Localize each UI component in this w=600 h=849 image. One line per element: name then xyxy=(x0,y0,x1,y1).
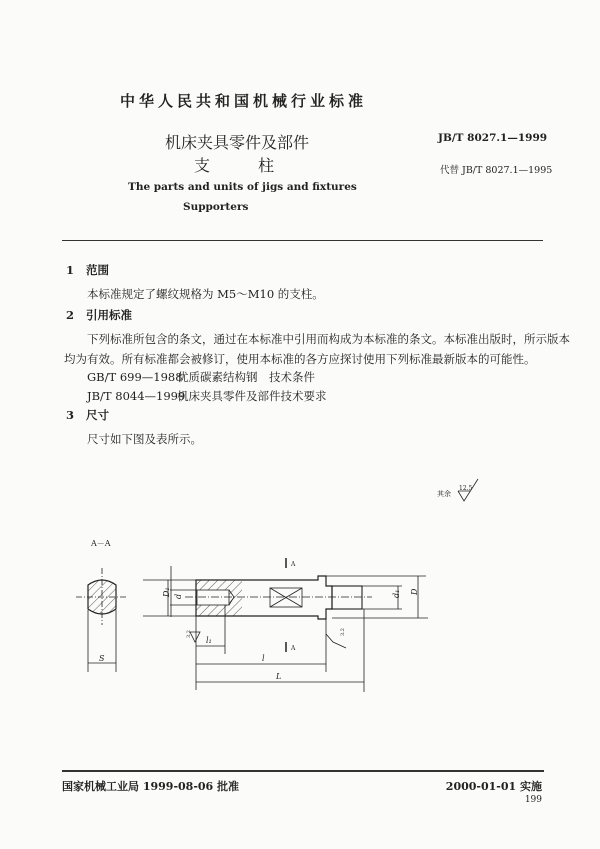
section-title: 引用标准 xyxy=(86,308,133,322)
title-cn-sub: 支 柱 xyxy=(194,156,275,175)
dim-D: D xyxy=(410,588,419,595)
org-title: 中华人民共和国机械行业标准 xyxy=(120,92,368,110)
dim-D1: D₁ xyxy=(162,587,171,597)
effective-date: 2000-01-01 实施 xyxy=(445,780,542,793)
dim-L: L xyxy=(276,672,282,681)
section-mark-bottom: A xyxy=(291,645,296,652)
section-title: 尺寸 xyxy=(86,408,110,422)
title-en-sub: Supporters xyxy=(183,201,249,213)
section-2-text-2: 均为有效。所有标准都会被修订，使用本标准的各方应探讨使用下列标准最新版本的可能性。 xyxy=(64,352,536,366)
main-view xyxy=(143,558,428,692)
roughness-note: 其余 xyxy=(437,490,451,498)
title-cn: 机床夹具零件及部件 xyxy=(165,133,310,152)
section-2-text-1: 下列标准所包含的条文，通过在本标准中引用而构成为本标准的条文。本标准出版时，所示版本 xyxy=(87,332,570,346)
replaces-note: 代替 JB/T 8027.1—1995 xyxy=(440,165,553,176)
section-3-text: 尺寸如下图及表所示。 xyxy=(87,432,202,446)
section-label: A－A xyxy=(91,539,111,548)
approval-note: 国家机械工业局 1999-08-06 批准 xyxy=(62,780,240,793)
section-title: 范围 xyxy=(86,263,110,277)
reference-code: GB/T 699—1988 xyxy=(87,370,183,384)
title-en: The parts and units of jigs and fixtures xyxy=(128,181,357,193)
section-mark-top: A xyxy=(291,561,296,568)
reference-title: 优质碳素结构钢 技术条件 xyxy=(177,370,315,384)
surface-roughness-left: 3.2 xyxy=(186,630,192,638)
dim-d1: d₁ xyxy=(392,589,401,598)
surface-roughness-right: 3.2 xyxy=(340,628,346,636)
reference-code: JB/T 8044—1999 xyxy=(87,389,186,403)
section-1-text: 本标准规定了螺纹规格为 M5～M10 的支柱。 xyxy=(87,287,324,301)
page-number: 199 xyxy=(524,795,542,805)
section-number: 3 xyxy=(66,408,75,422)
roughness-value: 12.5 xyxy=(459,485,473,492)
standard-number: JB/T 8027.1—1999 xyxy=(438,132,548,144)
dim-d: d xyxy=(174,593,183,599)
dim-S: S xyxy=(99,654,105,663)
section-number: 1 xyxy=(66,263,75,277)
dim-l: l xyxy=(262,654,265,663)
section-number: 2 xyxy=(66,308,75,322)
footer-divider xyxy=(62,770,544,772)
reference-title: 机床夹具零件及部件技术要求 xyxy=(177,389,327,403)
dim-l1: l₁ xyxy=(206,636,212,645)
